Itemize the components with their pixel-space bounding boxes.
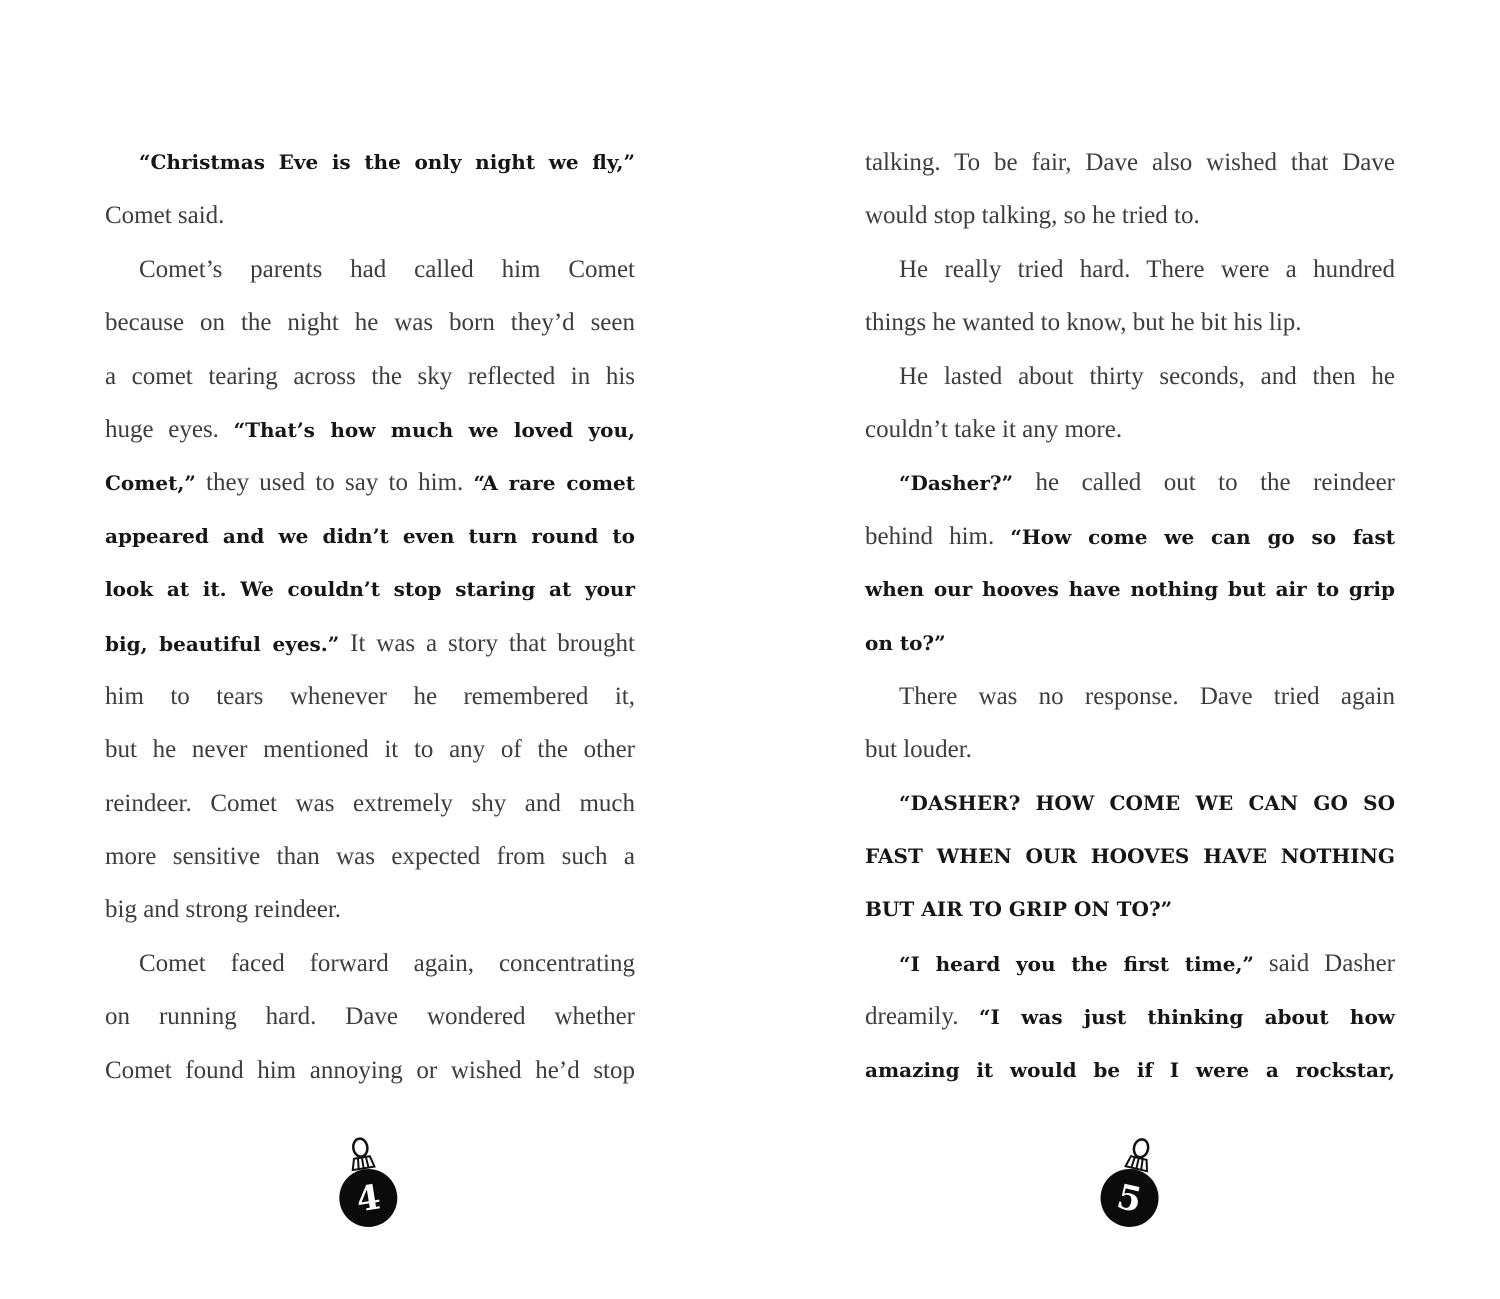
ornament-ring-icon — [352, 1138, 369, 1158]
text-line — [105, 350, 635, 403]
narration-text: behind him. — [865, 522, 1011, 550]
text-line — [105, 403, 635, 456]
text-line — [865, 510, 1395, 563]
text-line — [865, 937, 1395, 990]
dialogue-text: appeared and we didn’t even turn round to — [105, 523, 635, 548]
text-line — [105, 723, 635, 776]
dialogue-text: when our hooves have nothing but air to grip — [865, 577, 1395, 602]
dialogue-text: “I heard you the first time,” — [899, 951, 1254, 976]
narration-text: but he never mentioned it to any of the other — [105, 736, 635, 764]
text-line — [865, 990, 1395, 1043]
narration-text: he called out to the reindeer — [1013, 469, 1395, 497]
dialogue-text: “A rare comet — [473, 471, 635, 496]
narration-text: said Dasher — [1253, 949, 1395, 977]
page-number: 4 — [353, 1177, 384, 1221]
narration-text: huge eyes. — [105, 415, 234, 443]
text-line — [865, 617, 1395, 670]
narration-text: on running hard. Dave wondered whether — [105, 1003, 635, 1031]
text-line — [865, 1044, 1395, 1097]
narration-text: dreamily. — [865, 1003, 980, 1031]
dialogue-text: Comet,” — [105, 471, 196, 496]
narration-text: Comet found him annoying or wished he’d stop — [105, 1056, 635, 1084]
page-number: 5 — [1113, 1176, 1146, 1222]
text-line — [105, 136, 635, 189]
dialogue-text: amazing it would be if I were a rockstar, — [865, 1057, 1395, 1082]
narration-text: It was a story that brought — [339, 629, 635, 657]
page-4-text-column — [105, 136, 635, 1097]
text-line — [105, 563, 635, 616]
narration-text: There was no response. Dave tried again — [899, 682, 1395, 710]
page-4-ornament — [326, 1136, 410, 1236]
narration-text: but louder. — [865, 736, 972, 764]
narration-text: reindeer. Comet was extremely shy and much — [105, 789, 635, 817]
text-line — [865, 243, 1395, 296]
narration-text: He lasted about thirty seconds, and then he — [899, 362, 1395, 390]
text-line — [105, 243, 635, 296]
text-line — [105, 189, 635, 242]
ornament-ring-icon — [1132, 1138, 1150, 1159]
text-line — [865, 670, 1395, 723]
narration-text: they used to say to him. — [195, 469, 474, 497]
text-line — [105, 670, 635, 723]
text-line — [865, 777, 1395, 830]
narration-text: him to tears whenever he remembered it, — [105, 682, 635, 710]
text-line — [105, 830, 635, 883]
text-line — [865, 189, 1395, 242]
text-line — [865, 350, 1395, 403]
text-line — [105, 883, 635, 936]
narration-text: things he wanted to know, but he bit his lip. — [865, 309, 1302, 337]
text-line — [865, 296, 1395, 349]
text-line — [865, 563, 1395, 616]
text-line — [865, 456, 1395, 509]
text-line — [865, 883, 1395, 936]
dialogue-text: on to?” — [865, 630, 946, 655]
dialogue-text: BUT AIR TO GRIP ON TO?” — [865, 897, 1173, 922]
dialogue-text: “Dasher?” — [899, 471, 1014, 496]
text-line — [105, 296, 635, 349]
text-line — [105, 510, 635, 563]
narration-text: Comet’s parents had called him Comet — [139, 255, 635, 283]
text-line — [105, 990, 635, 1043]
text-line — [105, 937, 635, 990]
narration-text: because on the night he was born they’d seen — [105, 309, 635, 337]
narration-text: more sensitive than was expected from such a — [105, 843, 635, 871]
text-line — [105, 617, 635, 670]
text-line — [105, 1044, 635, 1097]
narration-text: would stop talking, so he tried to. — [865, 202, 1200, 230]
dialogue-text: look at it. We couldn’t stop staring at your — [105, 577, 635, 602]
page-5-text-column — [865, 136, 1395, 1097]
page-5-ornament — [1088, 1136, 1172, 1236]
dialogue-text: “I was just thinking about how — [979, 1005, 1396, 1030]
dialogue-text: “Christmas Eve is the only night we fly,” — [139, 150, 635, 174]
text-line — [865, 403, 1395, 456]
dialogue-text: “DASHER? HOW COME WE CAN GO SO — [899, 790, 1395, 815]
narration-text: big and strong reindeer. — [105, 896, 342, 924]
text-line — [865, 723, 1395, 776]
narration-text: Comet said. — [105, 202, 225, 230]
narration-text: a comet tearing across the sky reflected in his — [105, 362, 635, 390]
dialogue-text: big, beautiful eyes.” — [105, 631, 340, 656]
narration-text: He really tried hard. There were a hundred — [899, 255, 1395, 283]
text-line — [105, 777, 635, 830]
narration-text: Comet faced forward again, concentrating — [139, 949, 635, 977]
text-line — [105, 456, 635, 509]
text-line — [865, 136, 1395, 189]
dialogue-text: “How come we can go so fast — [1010, 524, 1395, 549]
dialogue-text: FAST WHEN OUR HOOVES HAVE NOTHING — [865, 844, 1395, 869]
dialogue-text: “That’s how much we loved you, — [233, 417, 635, 442]
text-line — [865, 830, 1395, 883]
narration-text: talking. To be fair, Dave also wished that Dave — [865, 149, 1395, 176]
narration-text: couldn’t take it any more. — [865, 415, 1123, 443]
